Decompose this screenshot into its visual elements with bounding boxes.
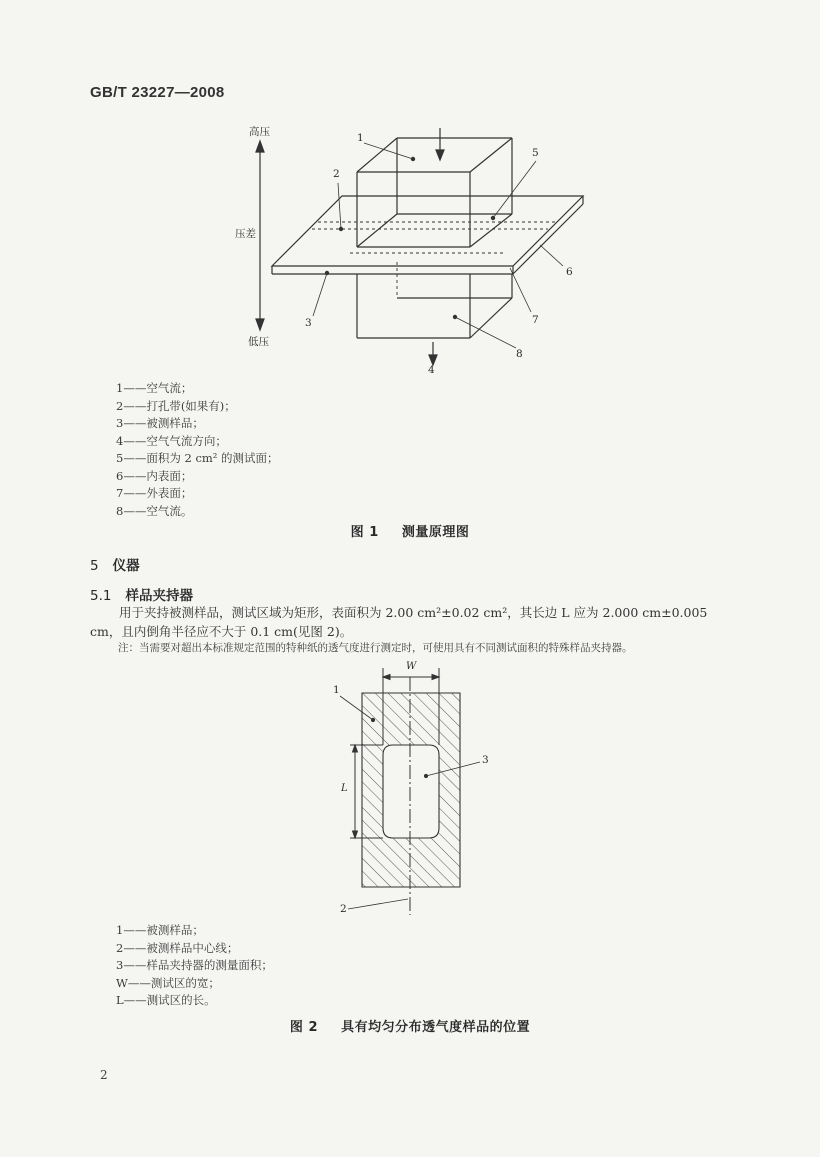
callout-4: 4 <box>428 364 435 376</box>
callout-8: 8 <box>516 348 523 360</box>
callout-5: 5 <box>532 147 539 159</box>
dimension-l-label: L <box>341 783 348 794</box>
fig2-callout-3: 3 <box>482 754 489 766</box>
page-number: 2 <box>100 1068 108 1082</box>
fig2-callout-1: 1 <box>333 684 340 696</box>
dimension-w-label: W <box>406 661 417 672</box>
legend-item: 7——外表面； <box>116 486 193 500</box>
legend-item: 1——被测样品； <box>116 923 204 937</box>
paragraph-text: 用于夹持被测样品，测试区域为矩形，表面积为 2.00 cm²±0.02 cm²，其长边 L 应为 2.000 cm±0.005 cm，且内倒角半径应不大于 0.1 cm(见图 2)。 <box>90 605 708 639</box>
legend-item: 6——内表面； <box>116 468 193 483</box>
callout-7: 7 <box>532 314 539 326</box>
legend-item: 8——空气流。 <box>116 503 193 518</box>
section-5-1-title: 样品夹持器 <box>125 588 193 604</box>
legend-item: 4——空气气流方向； <box>116 433 227 448</box>
figure-1-caption-title: 测量原理图 <box>401 525 470 540</box>
section-5-number: 5 <box>90 558 99 574</box>
legend-item: 3——被测样品； <box>116 416 204 430</box>
callout-1: 1 <box>357 132 364 144</box>
section-5-1-note: 注：当需要对超出本标准规定范围的特种纸的透气度进行测定时，可使用具有不同测试面积的特殊样品夹持器。 <box>118 642 633 654</box>
figure-2-caption <box>0 1016 820 1035</box>
legend-item: 2——被测样品中心线； <box>116 940 239 955</box>
legend-item: 3——样品夹持器的测量面积； <box>116 958 273 972</box>
section-5-title: 仪器 <box>112 558 140 574</box>
legend-item: W——测试区的宽； <box>116 975 220 990</box>
legend-item: L——测试区的长。 <box>116 993 216 1007</box>
legend-item: 1——空气流； <box>116 381 193 395</box>
label-low-pressure: 低压 <box>248 336 269 348</box>
callout-2: 2 <box>333 168 340 180</box>
legend-item: 5——面积为 2 cm² 的测试面； <box>116 451 279 465</box>
label-high-pressure: 高压 <box>249 126 270 138</box>
callout-3: 3 <box>305 317 312 329</box>
label-pressure-difference: 压差 <box>235 228 256 240</box>
figure-2-legend <box>116 922 273 1010</box>
figure-1-caption-number: 图 1 <box>350 525 379 540</box>
standard-code: GB/T 23227—2008 <box>90 84 225 101</box>
section-5-1-number: 5.1 <box>90 588 112 604</box>
callout-6: 6 <box>566 266 573 278</box>
legend-item: 2——打孔带(如果有)； <box>116 398 236 413</box>
sample-holder-hatched-area <box>362 693 460 887</box>
figure-2-caption-number: 图 2 <box>289 1020 318 1035</box>
fig2-callout-2: 2 <box>340 903 347 915</box>
figure-2-caption-title: 具有均匀分布透气度样品的位置 <box>341 1020 531 1035</box>
